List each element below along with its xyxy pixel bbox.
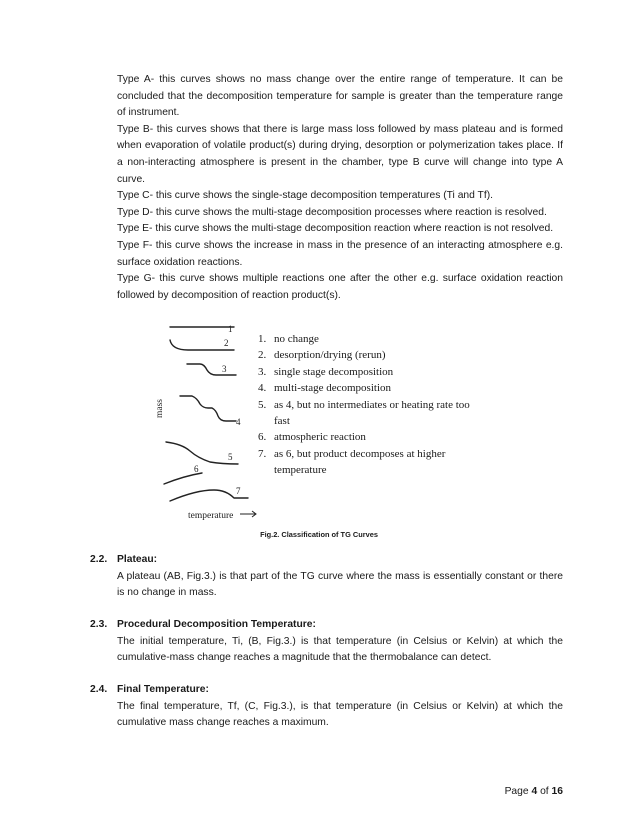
legend-number: 4. xyxy=(258,382,267,395)
curve-label-5: 5 xyxy=(228,452,233,462)
type-e-paragraph: Type E- this curve shows the multi-stage decomposition reaction where reaction is not resolved. xyxy=(117,223,554,235)
legend-item xyxy=(258,446,488,479)
figure-caption: Fig.2. Classification of TG Curves xyxy=(260,530,378,539)
curve-label-2: 2 xyxy=(224,338,229,348)
section-title: Plateau: xyxy=(117,554,158,565)
section-final-temperature xyxy=(90,682,563,732)
legend-number: 6. xyxy=(258,431,267,444)
legend-number: 1. xyxy=(258,333,267,345)
legend-number: 5. xyxy=(258,398,267,411)
type-f-paragraph: Type F- this curve shows the increase in mass in the presence of an interacting atmosphere e.g. surface oxidation reactions. xyxy=(117,239,563,268)
section-plateau xyxy=(90,552,563,602)
legend-text: desorption/drying (rerun) xyxy=(274,349,386,362)
legend-item xyxy=(258,364,488,380)
legend-text: as 6, but product decomposes at higher temperature xyxy=(274,447,446,477)
current-page: 4 xyxy=(531,786,538,797)
section-number: 2.2. xyxy=(90,554,108,565)
legend-number: 2. xyxy=(258,349,267,362)
type-a-paragraph: Type A- this curves shows no mass change over the entire range of temperature. It can be concluded that the decomposition temperature for sample is greater than the temperature range of instrument. xyxy=(117,74,563,119)
legend-item xyxy=(258,429,488,445)
curve-label-7: 7 xyxy=(236,486,241,496)
curve-label-6: 6 xyxy=(194,464,199,474)
section-heading xyxy=(90,682,563,699)
section-title: Final Temperature: xyxy=(117,684,209,695)
legend-text: no change xyxy=(274,333,319,345)
section-body: The initial temperature, Ti, (B, Fig.3.) is that temperature (in Celsius or Kelvin) at which the cumulative-mass change reaches a magnitude that the thermobalance can detect. xyxy=(117,635,563,664)
type-c-paragraph: Type C- this curve shows the single-stage decomposition temperatures (Ti and Tf). xyxy=(117,190,494,202)
legend-item xyxy=(258,380,488,396)
legend-text: multi-stage decomposition xyxy=(274,382,392,395)
legend-text: single stage decomposition xyxy=(274,365,394,378)
section-body: A plateau (AB, Fig.3.) is that part of the TG curve where the mass is essentially constant or there is no change in mass. xyxy=(117,570,563,599)
section-number: 2.3. xyxy=(90,619,108,630)
page-of-label: of xyxy=(537,786,552,797)
curve-label-4: 4 xyxy=(236,417,241,427)
section-title: Procedural Decomposition Temperature: xyxy=(117,619,316,630)
curve-types-text xyxy=(117,72,563,304)
section-number: 2.4. xyxy=(90,684,108,695)
legend-number: 3. xyxy=(258,365,267,378)
section-body: The final temperature, Tf, (C, Fig.3.), is that temperature (in Celsius or Kelvin) at which the cumulative mass change reaches a maximum. xyxy=(117,700,563,729)
total-pages: 16 xyxy=(551,786,563,797)
section-heading xyxy=(90,617,563,634)
page-number-footer xyxy=(505,786,563,797)
type-g-paragraph: Type G- this curve shows multiple reactions one after the other e.g. surface oxidation reaction followed by decomposition of reaction product(s). xyxy=(117,273,563,301)
x-axis-label: temperature xyxy=(188,511,234,521)
page-label: Page xyxy=(504,786,532,797)
legend-item xyxy=(258,397,488,430)
legend-text: atmospheric reaction xyxy=(274,431,366,444)
curve-4 xyxy=(180,396,236,421)
x-axis-arrow xyxy=(240,511,256,517)
curve-label-3: 3 xyxy=(222,364,227,374)
legend-text: as 4, but no intermediates or heating rate too fast xyxy=(274,398,470,428)
figure-legend xyxy=(258,331,488,479)
curve-6 xyxy=(164,473,202,484)
curve-3 xyxy=(187,364,236,375)
curve-label-1: 1 xyxy=(228,324,233,334)
y-axis-label: mass xyxy=(155,399,165,418)
type-d-paragraph: Type D- this curve shows the multi-stage decomposition processes where reaction is resolved. xyxy=(117,206,547,218)
legend-number: 7. xyxy=(258,447,267,460)
type-b-paragraph: Type B- this curves shows that there is large mass loss followed by mass plateau and is formed when evaporation of volatile product(s) during drying, desorption or polymerization takes place. If a non-interacting atmosphere is present in the chamber, type B curve will change into type A curve. xyxy=(117,123,563,185)
section-procedural-decomposition-temperature xyxy=(90,617,563,667)
legend-item xyxy=(258,347,488,363)
section-heading xyxy=(90,552,563,569)
legend-item xyxy=(258,331,488,347)
